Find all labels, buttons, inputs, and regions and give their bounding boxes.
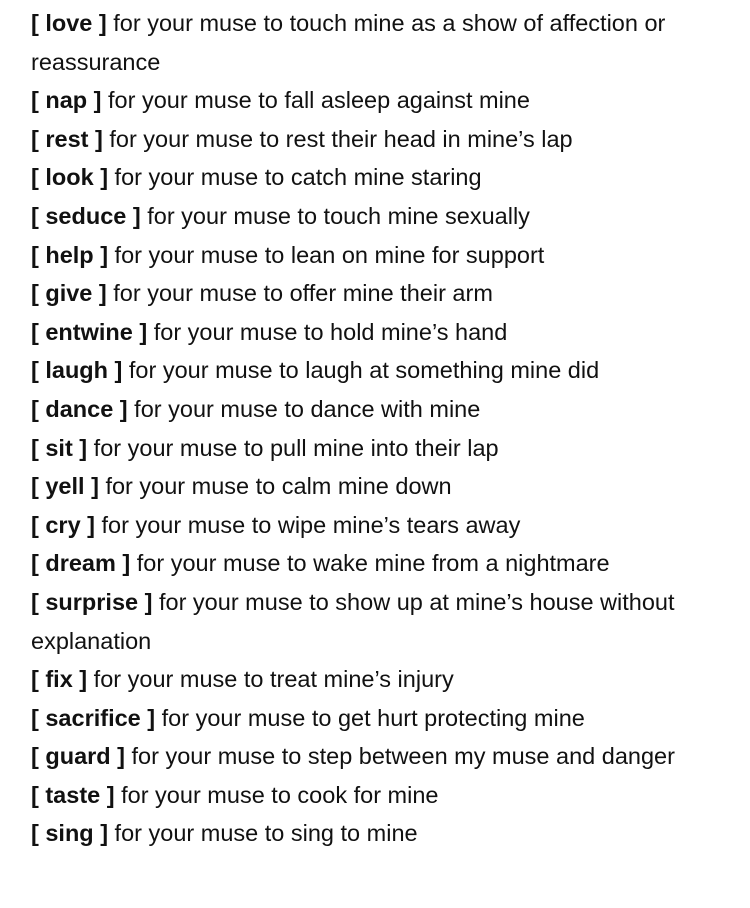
prompt-surprise (31, 583, 736, 660)
prompt-text: for your muse to lean on mine for support (108, 241, 545, 268)
prompt-keyword: [ cry ] (31, 511, 95, 538)
prompt-text: for your muse to fall asleep against mine (101, 87, 530, 114)
prompt-text: for your muse to calm mine down (98, 473, 452, 500)
prompt-keyword: [ dream ] (31, 550, 131, 577)
prompt-text: for your muse to wake mine from a nightmare (130, 550, 610, 577)
prompt-keyword: [ taste ] (31, 781, 115, 808)
prompt-love (31, 4, 736, 81)
prompt-text: for your muse to touch mine as a show of affection or reassurance (31, 10, 666, 75)
prompt-keyword: [ guard ] (31, 743, 125, 770)
prompt-seduce (31, 197, 736, 236)
prompt-keyword: [ look ] (31, 164, 109, 191)
prompt-entwine (31, 313, 736, 352)
prompt-text: for your muse to sing to mine (108, 820, 418, 847)
prompt-text: for your muse to wipe mine’s tears away (95, 511, 521, 538)
prompt-dream (31, 544, 736, 583)
prompt-keyword: [ nap ] (31, 87, 102, 114)
prompt-keyword: [ love ] (31, 10, 107, 36)
prompt-text: for your muse to show up at mine’s house without explanation (31, 588, 675, 654)
prompt-sing (31, 814, 736, 853)
prompt-keyword: [ yell ] (31, 473, 99, 500)
prompt-keyword: [ give ] (31, 280, 107, 307)
prompt-keyword: [ fix ] (31, 666, 88, 693)
prompt-text: for your muse to rest their head in mine’s lap (102, 125, 573, 152)
prompt-keyword: [ help ] (31, 241, 109, 268)
prompt-fix (31, 660, 736, 699)
prompt-text: for your muse to laugh at something mine did (122, 357, 600, 384)
prompt-rest (31, 120, 736, 159)
prompt-taste (31, 776, 736, 815)
prompt-text: for your muse to catch mine staring (108, 164, 482, 191)
prompt-keyword: [ sit ] (31, 434, 88, 461)
prompt-text: for your muse to get hurt protecting mine (155, 704, 585, 731)
prompt-keyword: [ entwine ] (31, 318, 148, 345)
prompt-text: for your muse to step between my muse and danger (125, 743, 675, 770)
prompt-look (31, 158, 736, 197)
prompt-help (31, 236, 736, 275)
prompt-keyword: [ seduce ] (31, 202, 141, 229)
prompt-text: for your muse to cook for mine (114, 781, 439, 808)
prompt-text: for your muse to offer mine their arm (106, 280, 493, 307)
prompt-keyword: [ dance ] (31, 395, 128, 422)
prompt-text: for your muse to touch mine sexually (140, 202, 530, 229)
prompt-list (31, 4, 736, 853)
prompt-keyword: [ laugh ] (31, 357, 123, 384)
prompt-text: for your muse to treat mine’s injury (87, 666, 454, 693)
prompt-text: for your muse to dance with mine (127, 395, 481, 422)
prompt-yell (31, 467, 736, 506)
prompt-keyword: [ sacrifice ] (31, 704, 156, 731)
prompt-cry (31, 506, 736, 545)
prompt-guard (31, 737, 736, 776)
prompt-dance (31, 390, 736, 429)
prompt-text: for your muse to pull mine into their lap (87, 434, 499, 461)
prompt-keyword: [ sing ] (31, 820, 109, 847)
prompt-laugh (31, 351, 736, 390)
prompt-keyword: [ surprise ] (31, 588, 153, 615)
prompt-sacrifice (31, 699, 736, 738)
prompt-nap (31, 81, 736, 120)
prompt-keyword: [ rest ] (31, 125, 103, 152)
prompt-sit (31, 429, 736, 468)
prompt-text: for your muse to hold mine’s hand (147, 318, 508, 345)
prompt-give (31, 274, 736, 313)
